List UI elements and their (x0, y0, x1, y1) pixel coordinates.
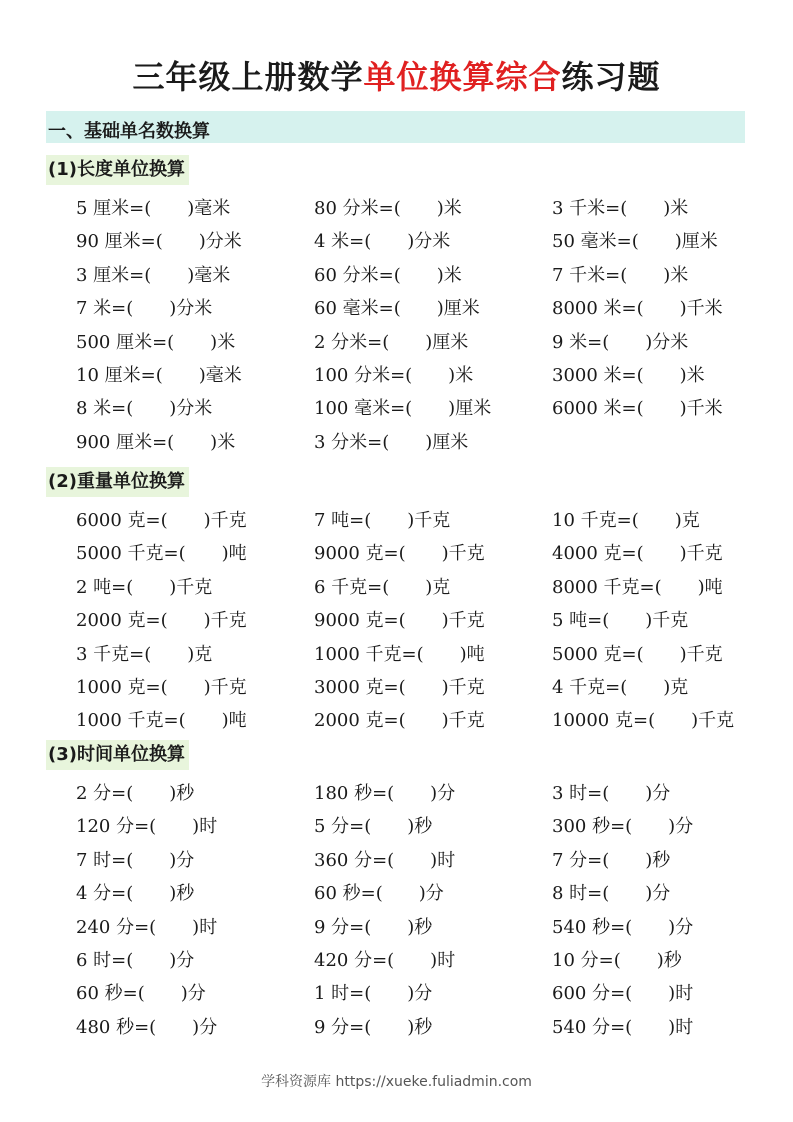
exercise-item: 9 分=( )秒 (314, 916, 433, 938)
exercise-item: 9 米=( )分米 (552, 331, 689, 353)
length-exercise-grid (76, 192, 766, 459)
exercise-item: 900 厘米=( )米 (76, 431, 236, 453)
exercise-item: 300 秒=( )分 (552, 816, 694, 838)
exercise-item: 60 秒=( )分 (76, 983, 206, 1005)
exercise-item: 4 分=( )秒 (76, 883, 195, 905)
exercise-item: 6 千克=( )克 (314, 576, 451, 598)
exercise-item: 8000 千克=( )吨 (552, 576, 723, 598)
exercise-item: 4000 克=( )千克 (552, 543, 723, 565)
exercise-item: 3 厘米=( )毫米 (76, 264, 231, 286)
exercise-item: 1 时=( )分 (314, 983, 433, 1005)
exercise-item: 9000 克=( )千克 (314, 610, 485, 632)
subsection-title-length: (1)长度单位换算 (46, 155, 189, 185)
exercise-item: 100 毫米=( )厘米 (314, 398, 492, 420)
exercise-item: 420 分=( )时 (314, 949, 456, 971)
exercise-item: 5000 克=( )千克 (552, 643, 723, 665)
subsection-title-weight: (2)重量单位换算 (46, 467, 189, 497)
exercise-item: 2 吨=( )千克 (76, 576, 213, 598)
exercise-item: 10 千克=( )克 (552, 510, 700, 531)
exercise-item: 4 米=( )分米 (314, 231, 451, 253)
exercise-item: 600 分=( )时 (552, 983, 694, 1005)
exercise-item: 3 千克=( )克 (76, 643, 213, 665)
exercise-item: 2 分=( )秒 (76, 783, 195, 804)
subsection-title-time: (3)时间单位换算 (46, 740, 189, 770)
exercise-item: 8 米=( )分米 (76, 398, 213, 420)
exercise-item: 10 分=( )秒 (552, 949, 682, 971)
exercise-item: 9 分=( )秒 (314, 1016, 433, 1038)
exercise-item: 90 厘米=( )分米 (76, 231, 242, 253)
exercise-item: 3 时=( )分 (552, 783, 671, 804)
exercise-item: 10000 克=( )千克 (552, 710, 735, 732)
exercise-item: 2000 克=( )千克 (76, 610, 247, 632)
exercise-item: 8 时=( )分 (552, 883, 671, 905)
footer-source: 学科资源库 https://xueke.fuliadmin.com (261, 1074, 532, 1090)
exercise-item: 5 厘米=( )毫米 (76, 198, 231, 219)
exercise-item: 7 千米=( )米 (552, 264, 689, 286)
exercise-item: 1000 千克=( )吨 (314, 643, 485, 665)
exercise-item: 6000 米=( )千米 (552, 398, 723, 420)
exercise-item: 6 时=( )分 (76, 949, 195, 971)
title-part-1: 三年级上册数学 (132, 58, 364, 96)
exercise-item: 360 分=( )时 (314, 849, 456, 871)
exercise-item: 3 千米=( )米 (552, 198, 689, 219)
exercise-item: 9000 克=( )千克 (314, 543, 485, 565)
exercise-item: 240 分=( )时 (76, 916, 218, 938)
exercise-item: 1000 千克=( )吨 (76, 710, 247, 732)
exercise-item: 80 分米=( )米 (314, 198, 462, 219)
exercise-item: 4 千克=( )克 (552, 676, 689, 698)
section-title: 一、基础单名数换算 (48, 121, 210, 142)
exercise-item: 480 秒=( )分 (76, 1016, 218, 1038)
weight-exercise-grid (76, 504, 766, 738)
exercise-item: 3000 克=( )千克 (314, 676, 485, 698)
exercise-item: 50 毫米=( )厘米 (552, 231, 718, 253)
title-highlight: 单位换算综合 (363, 58, 562, 96)
exercise-item: 8000 米=( )千米 (552, 298, 723, 320)
exercise-item: 10 厘米=( )毫米 (76, 364, 242, 386)
exercise-item: 2 分米=( )厘米 (314, 331, 469, 353)
exercise-item: 120 分=( )时 (76, 816, 218, 838)
page-title (0, 52, 793, 98)
exercise-item: 5000 千克=( )吨 (76, 543, 247, 565)
exercise-item: 7 分=( )秒 (552, 849, 671, 871)
exercise-item: 3000 米=( )米 (552, 364, 705, 386)
exercise-item: 60 秒=( )分 (314, 883, 444, 905)
exercise-item: 3 分米=( )厘米 (314, 431, 469, 453)
exercise-item: 7 吨=( )千克 (314, 510, 451, 531)
exercise-item: 7 时=( )分 (76, 849, 195, 871)
title-part-2: 练习题 (561, 58, 661, 96)
exercise-item: 1000 克=( )千克 (76, 676, 247, 698)
exercise-item: 60 分米=( )米 (314, 264, 462, 286)
exercise-item: 540 秒=( )分 (552, 916, 694, 938)
exercise-item: 2000 克=( )千克 (314, 710, 485, 732)
exercise-item: 180 秒=( )分 (314, 783, 456, 804)
exercise-item: 6000 克=( )千克 (76, 510, 247, 531)
exercise-item: 5 分=( )秒 (314, 816, 433, 838)
exercise-item: 5 吨=( )千克 (552, 610, 689, 632)
exercise-item: 60 毫米=( )厘米 (314, 298, 480, 320)
exercise-item: 7 米=( )分米 (76, 298, 213, 320)
exercise-item: 540 分=( )时 (552, 1016, 694, 1038)
time-exercise-grid (76, 777, 766, 1044)
exercise-item: 500 厘米=( )米 (76, 331, 236, 353)
exercise-item: 100 分米=( )米 (314, 364, 474, 386)
